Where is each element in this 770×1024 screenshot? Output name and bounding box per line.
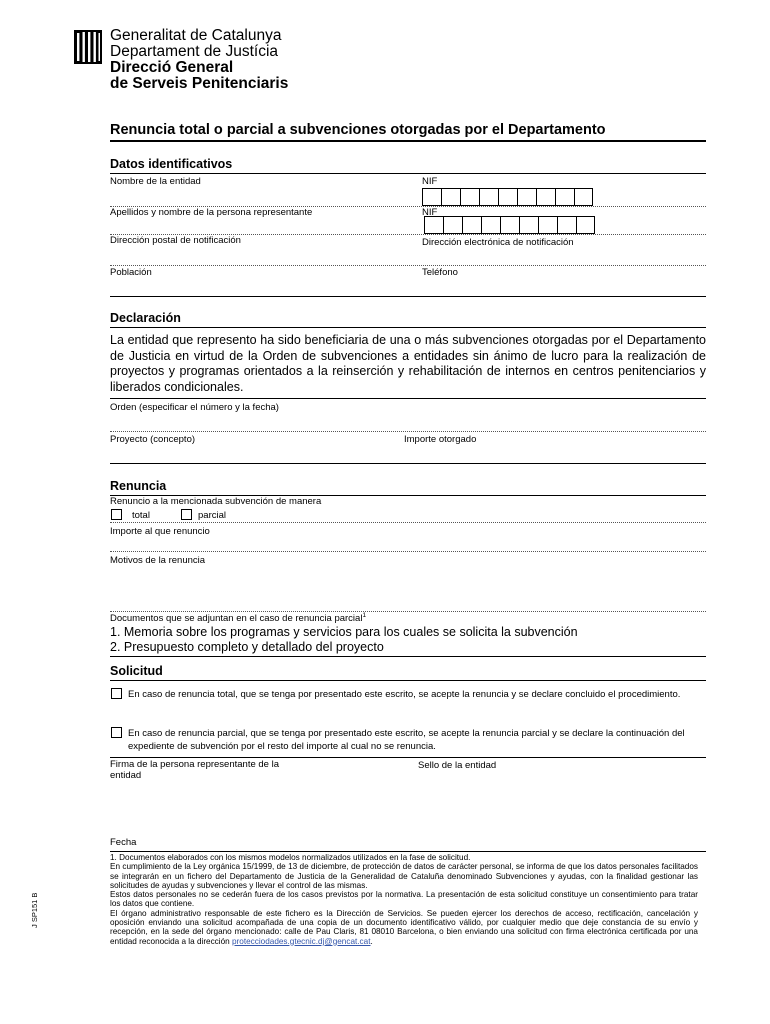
total-label: total [132,510,150,521]
privacy-email-link[interactable]: protecciodades.gtecnic.dj@gencat.cat [232,936,371,946]
email-address-label: Dirección electrónica de notificación [422,237,574,248]
project-label: Proyecto (concepto) [110,434,196,445]
footnote-end: . [370,936,373,946]
attached-docs-text: Documentos que se adjuntan en el caso de renuncia parcial [110,613,363,625]
section-datos-heading: Datos identificativos [110,157,233,171]
rule [110,680,706,681]
total-request-checkbox[interactable] [111,688,122,699]
order-label: Orden (especificar el número y la fecha) [110,402,279,413]
rule [110,463,706,464]
representative-label: Apellidos y nombre de la persona representante [110,207,313,218]
footnote-privacy: En cumplimiento de la Ley orgánica 15/1999, de 13 de diciembre, de protección de datos de carácter personal, se informa de que los datos personales facilitados se integrarán en un fichero del Departamento de Justicia de la Generalidad de Cataluña denominado Subvenciones y ayudas, con la finalidad gestionar las solicitudes de ayudas y subvenciones y llevar el control de las mismas. [110,862,698,890]
org-line-1: Generalitat de Catalunya [110,27,282,44]
rule [110,296,706,297]
entity-name-label: Nombre de la entidad [110,176,201,187]
nif-label: NIF [422,176,438,187]
nif-input[interactable] [422,188,593,206]
parcial-label: parcial [198,510,226,521]
rule [110,431,706,432]
doc-item-2: 2. Presupuesto completo y detallado del proyecto [110,640,384,654]
attached-docs-label [110,612,366,624]
form-title: Renuncia total o parcial a subvenciones otorgadas por el Departamento [110,122,606,138]
nif-representative-label: NIF [422,207,438,218]
nif-representative-input[interactable] [424,216,595,234]
rule [110,656,706,657]
postal-address-label: Dirección postal de notificación [110,235,241,246]
title-rule [110,140,706,142]
footnote-rights-text: El órgano administrativo responsable de este fichero es la Dirección de Servicios. Se pueden ejercer los derechos de acceso, rectificación, cancelación y oposición enviando una solicitud acompañada de una copia de un documento identificativo válido, por cualquier medio que deje constancia de su envío y recepción, en la sede del órgano mencionado: calle de Pau Claris, 81 08010 Barcelona, o bien enviando una solicitud con firma electrónica certificada por una entidad reconocida a la dirección [110,908,698,946]
total-checkbox[interactable] [111,509,122,520]
footnote-consent: Estos datos personales no se cederán fuera de los casos previstos por la normativa. La presentación de esta solicitud constituye un consentimiento para tratar los datos que contiene. [110,890,698,909]
signature-label: Firma de la persona representante de la entidad [110,759,279,781]
footnote-1: 1. Documentos elaborados con los mismos modelos normalizados utilizados en la fase de solicitud. [110,853,471,862]
rule [110,851,706,852]
rule [110,398,706,399]
org-name [110,28,288,92]
org-line-2: Departament de Justícia [110,43,279,60]
rule [110,551,706,552]
rule [110,522,706,523]
org-line-4: de Serveis Penitenciaris [110,75,289,92]
footnotes [110,853,698,946]
section-renuncia-heading: Renuncia [110,479,167,493]
date-label: Fecha [110,837,137,848]
partial-request-checkbox[interactable] [111,727,122,738]
section-declaracion-heading: Declaración [110,311,181,325]
rule [110,327,706,328]
granted-amount-label: Importe otorgado [404,434,477,445]
form-code: J SP151 B [30,892,39,928]
rule [110,173,706,174]
city-label: Población [110,267,152,278]
footnote-rights [110,909,698,946]
renounced-amount-label: Importe al que renuncio [110,526,210,537]
section-solicitud-heading: Solicitud [110,664,163,678]
catalan-stripes-icon [74,30,102,64]
partial-request-text: En caso de renuncia parcial, que se tenga por presentado este escrito, se acepte la renuncia parcial y se declare la continuación del expediente de subvención por el resto del importe al cual no se renuncia. [128,728,685,752]
rule [110,265,706,266]
seal-label: Sello de la entidad [418,760,497,771]
total-request-text: En caso de renuncia total, que se tenga por presentado este escrito, se acepte la renuncia y se declare concluido el procedimiento. [128,689,681,700]
org-line-3: Direcció General [110,59,234,76]
phone-label: Teléfono [422,267,458,278]
declaration-text: La entidad que represento ha sido beneficiaria de una o más subvenciones otorgadas por el Departamento de Justicia en virtud de la Orden de subvenciones a entidades sin ánimo de lucro para la realización de proyectos y programas orientados a la reinserción y rehabilitación de internos en centros penitenciarios y liberados condicionales. [110,333,706,394]
rule [110,757,706,758]
footnote-ref: 1 [362,612,367,619]
renuncia-intro: Renuncio a la mencionada subvención de manera [110,496,322,507]
parcial-checkbox[interactable] [181,509,192,520]
doc-item-1: 1. Memoria sobre los programas y servicios para los cuales se solicita la subvención [110,625,578,639]
reasons-label: Motivos de la renuncia [110,555,206,566]
